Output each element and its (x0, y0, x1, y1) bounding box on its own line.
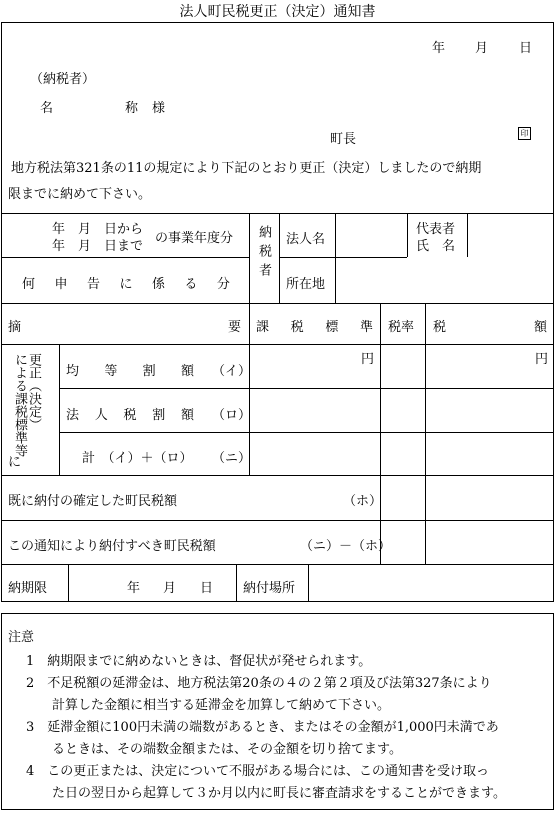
side-label-ni: に (8, 455, 22, 470)
rule (279, 213, 280, 303)
row-payable-mark: （ニ）－（ホ） (300, 539, 392, 554)
tax-amount-header: 税 額 (433, 320, 547, 335)
side-label-1: 更正（決定） (26, 353, 41, 431)
rule (1, 520, 554, 521)
notes-heading: 注意 (8, 630, 35, 645)
rule (68, 564, 69, 602)
taxpayer-vertical-label: 納税者 (256, 225, 271, 282)
due-month: 月 (163, 581, 177, 596)
notice-line-1: 地方税法第321条の11の規定により下記のとおり更正（決定）しましたので納期 (11, 161, 482, 176)
due-year: 年 (127, 581, 141, 596)
row-payable-label: この通知により納付すべき町民税額 (8, 539, 216, 554)
form-frame (1, 22, 554, 602)
rule (425, 303, 426, 564)
page-title: 法人町民税更正（決定）通知書 (179, 4, 376, 20)
row-corp-tax-mark: （ロ） (212, 408, 252, 423)
rule (1, 257, 249, 258)
date-year: 年 (432, 41, 446, 56)
rule (1, 475, 554, 476)
note-2b: 計算した金額に相当する延滞金を加算して納めて下さい。 (52, 698, 391, 713)
period-from: 年 月 日から (52, 222, 144, 237)
mayor-label: 町長 (330, 132, 357, 147)
due-date-label: 納期限 (8, 581, 48, 596)
rule (467, 213, 468, 257)
payment-place-label: 納付場所 (243, 581, 296, 596)
row-equal-share-label: 均 等 割 額 (66, 364, 194, 379)
row-total-label: 計 （イ）＋（ロ） (82, 451, 193, 466)
rule (335, 213, 336, 303)
representative-label: 代表者 (416, 222, 456, 237)
yen-unit: 円 (535, 352, 549, 367)
row-equal-share-mark: （イ） (212, 364, 252, 379)
note-2a: 2 不足税額の延滞金は、地方税法第20条の４の２第２項及び法第327条により (26, 676, 492, 691)
note-3a: 3 延滞金額に100円未満の端数があるとき、またはその金額が1,000円未満であ (26, 720, 499, 735)
rule (279, 257, 407, 258)
rule (1, 564, 554, 565)
note-3b: るときは、その端数金額または、その金額を切り捨てます。 (52, 742, 402, 757)
row-paid-mark: （ホ） (343, 494, 383, 509)
notice-line-2: 限までに納めて下さい。 (8, 187, 152, 202)
seal-mark: 印 (518, 127, 531, 140)
tax-rate-header: 税率 (388, 320, 415, 335)
period-suffix: の事業年度分 (155, 231, 234, 246)
corp-name-label: 法人名 (286, 232, 326, 247)
date-month: 月 (475, 41, 489, 56)
rule (236, 564, 237, 602)
rule (59, 432, 554, 433)
yen-unit: 円 (361, 352, 375, 367)
summary-header: 摘 要 (8, 320, 241, 335)
note-4b: た日の翌日から起算して３か月以内に町長に審査請求をすることができます。 (52, 786, 506, 801)
row-paid-label: 既に納付の確定した町民税額 (8, 494, 178, 509)
rule (1, 213, 554, 214)
address-label: 所在地 (286, 277, 326, 292)
rule (407, 213, 408, 257)
taxpayer-label: （納税者） (30, 72, 96, 87)
name-label-1: 名 (40, 101, 54, 116)
rule (59, 344, 60, 475)
tax-base-header: 課 税 標 準 (256, 320, 373, 335)
rule (380, 303, 381, 564)
period-to: 年 月 日まで (52, 239, 144, 254)
row-corp-tax-label: 法 人 税 割 額 (66, 408, 194, 423)
name-label-3: 様 (152, 101, 166, 116)
note-1: 1 納期限までに納めないときは、督促状が発せられます。 (26, 654, 372, 669)
rule (308, 564, 309, 602)
row-total-mark: （ニ） (212, 451, 252, 466)
rule (59, 388, 554, 389)
rule (1, 303, 554, 304)
representative-name-label: 氏 名 (416, 239, 456, 254)
rule (1, 344, 554, 345)
date-day: 日 (519, 41, 533, 56)
note-4a: 4 この更正または、決定について不服がある場合には、この通知書を受け取っ (26, 764, 490, 779)
name-label-2: 称 (125, 101, 139, 116)
declaration-label: 何 申 告 に 係 る 分 (22, 277, 230, 292)
due-day: 日 (200, 581, 214, 596)
side-label-2: による課税標準等 (12, 353, 27, 457)
